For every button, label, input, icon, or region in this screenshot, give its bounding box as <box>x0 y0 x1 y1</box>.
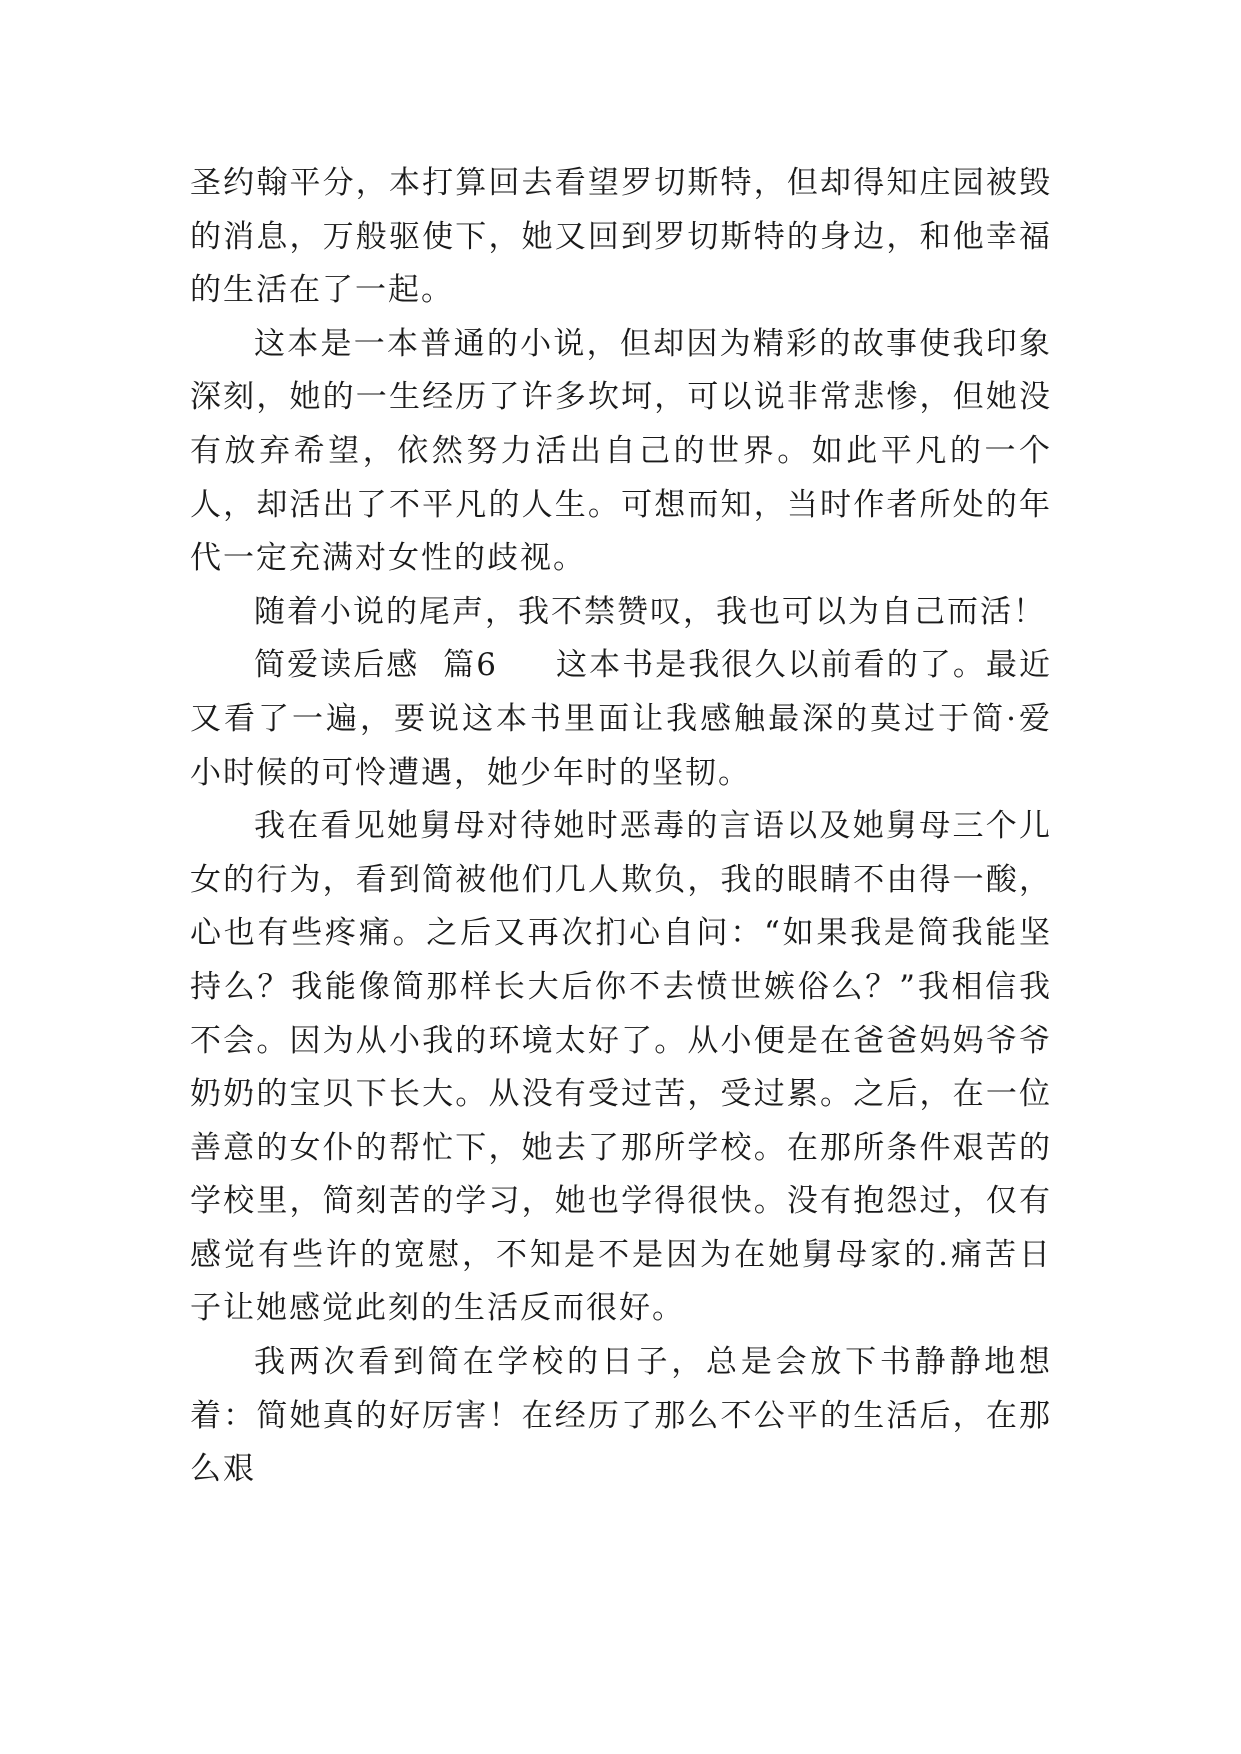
paragraph-text: 这本是一本普通的小说，但却因为精彩的故事使我印象深刻，她的一生经历了许多坎坷，可以说非常悲惨，但她没有放弃希望，依然努力活出自己的世界。如此平凡的一个人，却活出了不平凡的人生。可想而知，当时作者所处的年代一定充满对女性的歧视。 <box>190 325 1052 577</box>
paragraph-continuation <box>190 157 1052 318</box>
paragraph-reflection <box>190 318 1052 586</box>
body-text <box>190 157 1052 1497</box>
section-heading: 简爱读后感 篇6 <box>254 647 498 684</box>
paragraph-text: 我在看见她舅母对待她时恶毒的言语以及她舅母三个儿女的行为，看到简被他们几人欺负，我的眼睛不由得一酸，心也有些疼痛。之后又再次扪心自问：“如果我是简我能坚持么？我能像简那样长大后你不去愤世嫉俗么？”我相信我不会。因为从小我的环境太好了。从小便是在爸爸妈妈爷爷奶奶的宝贝下长大。从没有受过苦，受过累。之后，在一位善意的女仆的帮忙下，她去了那所学校。在那所条件艰苦的学校里，简刻苦的学习，她也学得很快。没有抱怨过，仅有感觉有些许的宽慰，不知是不是因为在她舅母家的.痛苦日子让她感觉此刻的生活反而很好。 <box>190 808 1052 1327</box>
paragraph-text: 随着小说的尾声，我不禁赞叹，我也可以为自己而活！ <box>254 593 1046 630</box>
paragraph-text: 这本书是我很久以前看的了。最近又看了一遍，要说这本书里面让我感触最深的莫过于简·爱小时候的可怜遭遇，她少年时的坚韧。 <box>190 647 1053 791</box>
paragraph-ending <box>190 586 1052 640</box>
paragraph-school <box>190 1336 1052 1497</box>
paragraph-section-6 <box>190 639 1052 800</box>
paragraph-text: 我两次看到简在学校的日子，总是会放下书静静地想着：简她真的好厉害！在经历了那么不公平的生活后，在那么艰 <box>190 1344 1052 1488</box>
paragraph-childhood <box>190 800 1052 1336</box>
paragraph-text: 圣约翰平分，本打算回去看望罗切斯特，但却得知庄园被毁的消息，万般驱使下，她又回到罗切斯特的身边，和他幸福的生活在了一起。 <box>190 165 1052 309</box>
